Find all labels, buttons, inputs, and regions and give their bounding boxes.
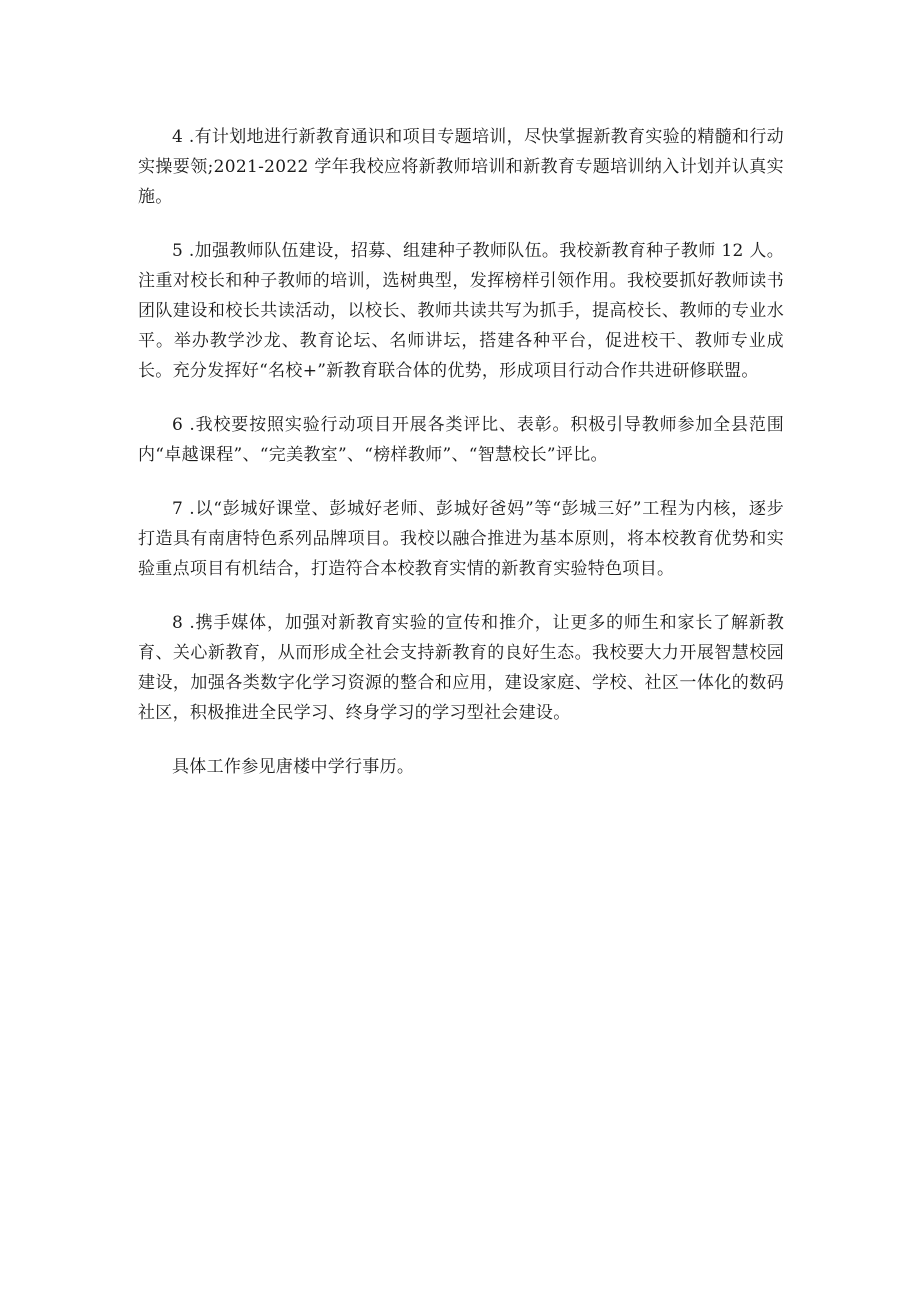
paragraph-item-8: 8 .携手媒体，加强对新教育实验的宣传和推介，让更多的师生和家长了解新教育、关心新教育，从而形成全社会支持新教育的良好生态。我校要大力开展智慧校园建设，加强各类数字化学习资源的整合和应用，建设家庭、学校、社区一体化的数码社区，积极推进全民学习、终身学习的学习型社会建设。 — [138, 613, 784, 723]
paragraph-item-6: 6 .我校要按照实验行动项目开展各类评比、表彰。积极引导教师参加全县范围内“卓越课程”、“完美教室”、“榜样教师”、“智慧校长”评比。 — [138, 415, 784, 465]
paragraph-item-5: 5 .加强教师队伍建设，招募、组建种子教师队伍。我校新教育种子教师 12 人。注重对校长和种子教师的培训，选树典型，发挥榜样引领作用。我校要抓好教师读书团队建设和校长共读活动，以校长、教师共读共写为抓手，提高校长、教师的专业水平。举办教学沙龙、教育论坛、名师讲坛，搭建各种平台，促进校干、教师专业成长。充分发挥好“名校+”新教育联合体的优势，形成项目行动合作共进研修联盟。 — [138, 241, 784, 381]
closing-note: 具体工作参见唐楼中学行事历。 — [172, 757, 415, 777]
paragraph-item-7: 7 .以“彭城好课堂、彭城好老师、彭城好爸妈”等“彭城三好”工程为内核，逐步打造具有南唐特色系列品牌项目。我校以融合推进为基本原则，将本校教育优势和实验重点项目有机结合，打造符合本校教育实情的新教育实验特色项目。 — [138, 499, 784, 579]
paragraph-item-4: 4 .有计划地进行新教育通识和项目专题培训，尽快掌握新教育实验的精髓和行动实操要领;2021-2022 学年我校应将新教师培训和新教育专题培训纳入计划并认真实施。 — [138, 127, 784, 207]
